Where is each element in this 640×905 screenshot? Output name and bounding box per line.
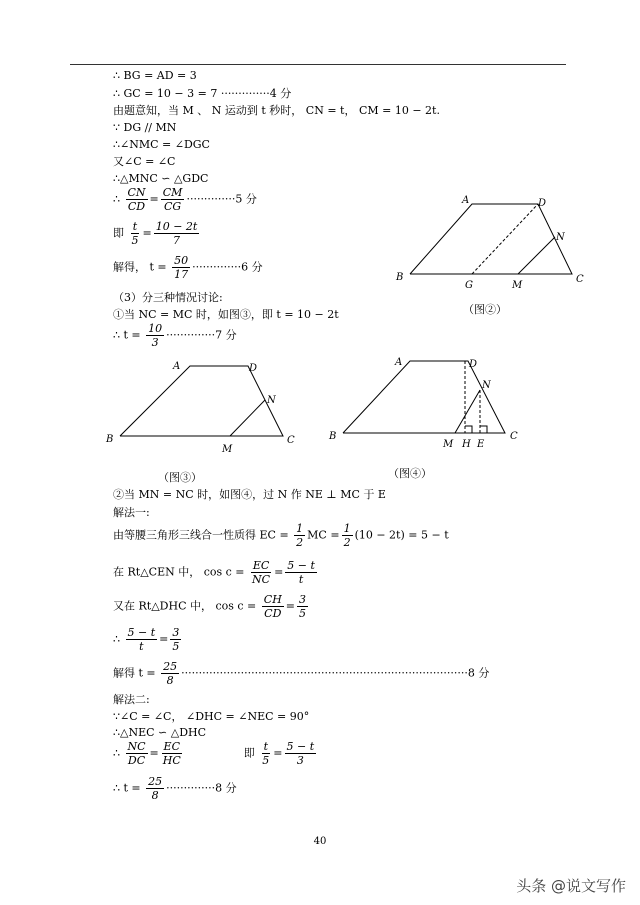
equation-line bbox=[113, 254, 263, 281]
label-D: D bbox=[249, 363, 258, 374]
text-line: ∴ GC = 10 − 3 = 7 ··············4 分 bbox=[113, 87, 292, 100]
label-A: A bbox=[462, 195, 470, 206]
label-text: ∴ t = bbox=[113, 781, 141, 795]
text-line: ②当 MN = NC 时，如图④，过 N 作 NE ⊥ MC 于 E bbox=[113, 488, 386, 501]
text-line: ∵ DG // MN bbox=[113, 121, 177, 134]
fraction: $\frac{5 - t}{t}$ bbox=[287, 559, 315, 586]
header-rule bbox=[70, 64, 566, 65]
text-line: ∵∠C = ∠C， ∠DHC = ∠NEC = 90° bbox=[113, 710, 310, 723]
label-text: 又在 Rt△DHC 中， cos c = bbox=[113, 599, 257, 613]
fraction: $\frac{NC}{DC}$ bbox=[127, 740, 146, 767]
fraction: $\frac{25}{8}$ bbox=[148, 775, 163, 802]
label-text: (10 − 2t) = 5 − t bbox=[354, 528, 449, 542]
score-note: ··············5 分 bbox=[186, 192, 257, 206]
label-text: 解得 t = bbox=[113, 666, 156, 680]
label-N: N bbox=[482, 380, 491, 391]
figure-3-caption: （图③） bbox=[158, 471, 202, 484]
fraction: $\frac{50}{17}$ bbox=[174, 254, 189, 281]
therefore-symbol: ∴ bbox=[113, 632, 120, 646]
label-H: H bbox=[462, 439, 471, 450]
label-text: MC = bbox=[307, 528, 340, 542]
page-number: 40 bbox=[313, 836, 327, 847]
equation-line bbox=[113, 775, 237, 802]
equation-line: 又在 Rt△DHC 中， cos c = $\frac{CH}{CD}$ = $\frac{3}{5}$ bbox=[113, 593, 307, 620]
equation-line: ∴ $\frac{5 - t}{t}$ = $\frac{3}{5}$ bbox=[113, 626, 180, 653]
label-C: C bbox=[287, 435, 295, 446]
fraction: $\frac{3}{5}$ bbox=[172, 626, 180, 653]
label-G: G bbox=[465, 280, 473, 291]
score-note: ··············7 分 bbox=[166, 328, 237, 342]
label-D: D bbox=[538, 198, 547, 209]
score-note: ··················································································8 分 bbox=[181, 666, 490, 680]
fraction: $\frac{3}{5}$ bbox=[299, 593, 307, 620]
therefore-symbol: ∴ bbox=[113, 192, 120, 206]
text-line: ∴△MNC ∽ △GDC bbox=[113, 172, 209, 185]
fraction: $\frac{EC}{NC}$ bbox=[252, 559, 271, 586]
text-line: ∴ BG = AD = 3 bbox=[113, 69, 197, 82]
figure-3 bbox=[105, 358, 305, 458]
fraction: $\frac{t}{5}$ bbox=[262, 740, 270, 767]
label-N: N bbox=[267, 395, 276, 406]
text-line: （3）分三种情况讨论: bbox=[113, 291, 223, 304]
equation-line bbox=[113, 660, 489, 687]
figure-4-caption: （图④） bbox=[388, 467, 432, 480]
label-text: 即 bbox=[113, 226, 124, 240]
fraction: $\frac{10}{3}$ bbox=[148, 322, 163, 349]
fraction: $\frac{1}{2}$ bbox=[296, 522, 304, 549]
label-text: ∴ t = bbox=[113, 328, 141, 342]
label-text: 解得， t = bbox=[113, 260, 167, 274]
label-A: A bbox=[173, 361, 181, 372]
text-line: 解法二: bbox=[113, 693, 150, 706]
text-line: ①当 NC = MC 时，如图③，即 t = 10 − 2t bbox=[113, 308, 339, 321]
equation-line bbox=[113, 522, 449, 549]
fraction: $\frac{CM}{CG}$ bbox=[162, 186, 183, 213]
fraction: $\frac{1}{2}$ bbox=[343, 522, 351, 549]
fraction: $\frac{CH}{CD}$ bbox=[263, 593, 282, 620]
fraction: $\frac{10 - 2t}{7}$ bbox=[155, 220, 198, 247]
label-A: A bbox=[395, 357, 403, 368]
figure-4 bbox=[325, 355, 525, 455]
score-note: ··············8 分 bbox=[166, 781, 237, 795]
equation-line: ∴ $\frac{CN}{CD}$ = $\frac{CM}{CG}$ ··············5 分 bbox=[113, 186, 257, 213]
fraction: $\frac{t}{5}$ bbox=[131, 220, 139, 247]
fraction: $\frac{5 - t}{t}$ bbox=[127, 626, 156, 653]
text-line: 解法一: bbox=[113, 506, 150, 519]
fraction: $\frac{EC}{HC}$ bbox=[162, 740, 181, 767]
fraction: $\frac{CN}{CD}$ bbox=[127, 186, 146, 213]
label-M: M bbox=[512, 280, 523, 291]
label-E: E bbox=[477, 439, 485, 450]
score-note: ··············6 分 bbox=[192, 260, 263, 274]
figure-2-caption: （图②） bbox=[463, 303, 507, 316]
label-D: D bbox=[469, 359, 478, 370]
fraction: $\frac{25}{8}$ bbox=[163, 660, 178, 687]
label-B: B bbox=[329, 431, 337, 442]
label-C: C bbox=[576, 274, 584, 285]
label-text: 由等腰三角形三线合一性质得 EC = bbox=[113, 528, 289, 542]
fraction: $\frac{5 - t}{3}$ bbox=[286, 740, 315, 767]
text-line: 由题意知，当 M 、 N 运动到 t 秒时， CN = t， CM = 10 − 2t. bbox=[113, 104, 440, 117]
label-N: N bbox=[556, 232, 565, 243]
text-line: ∴∠NMC = ∠DGC bbox=[113, 138, 210, 151]
watermark: 头条 @说文写作 bbox=[516, 877, 626, 895]
label-B: B bbox=[396, 272, 404, 283]
label-text: 在 Rt△CEN 中， cos c = bbox=[113, 565, 245, 579]
label-B: B bbox=[106, 434, 114, 445]
equation-line: ∴ $\frac{NC}{DC}$ = $\frac{EC}{HC}$ 即 $\frac{t}{5}$ = $\frac{5 - t}{3}$ bbox=[113, 740, 315, 767]
equation-line: 在 Rt△CEN 中， cos c = $\frac{EC}{NC}$ = $\frac{5 - t}{t}$ bbox=[113, 559, 315, 586]
label-text: 即 bbox=[243, 746, 255, 760]
text-line: ∴△NEC ∽ △DHC bbox=[113, 726, 207, 739]
equation-line: 即 $\frac{t}{5}$ = $\frac{10 - 2t}{7}$ bbox=[113, 220, 198, 247]
text-line: 又∠C = ∠C bbox=[113, 155, 176, 168]
label-C: C bbox=[510, 431, 518, 442]
therefore-symbol: ∴ bbox=[113, 746, 120, 760]
label-M: M bbox=[443, 439, 454, 450]
equation-line bbox=[113, 322, 237, 349]
label-M: M bbox=[222, 444, 233, 455]
